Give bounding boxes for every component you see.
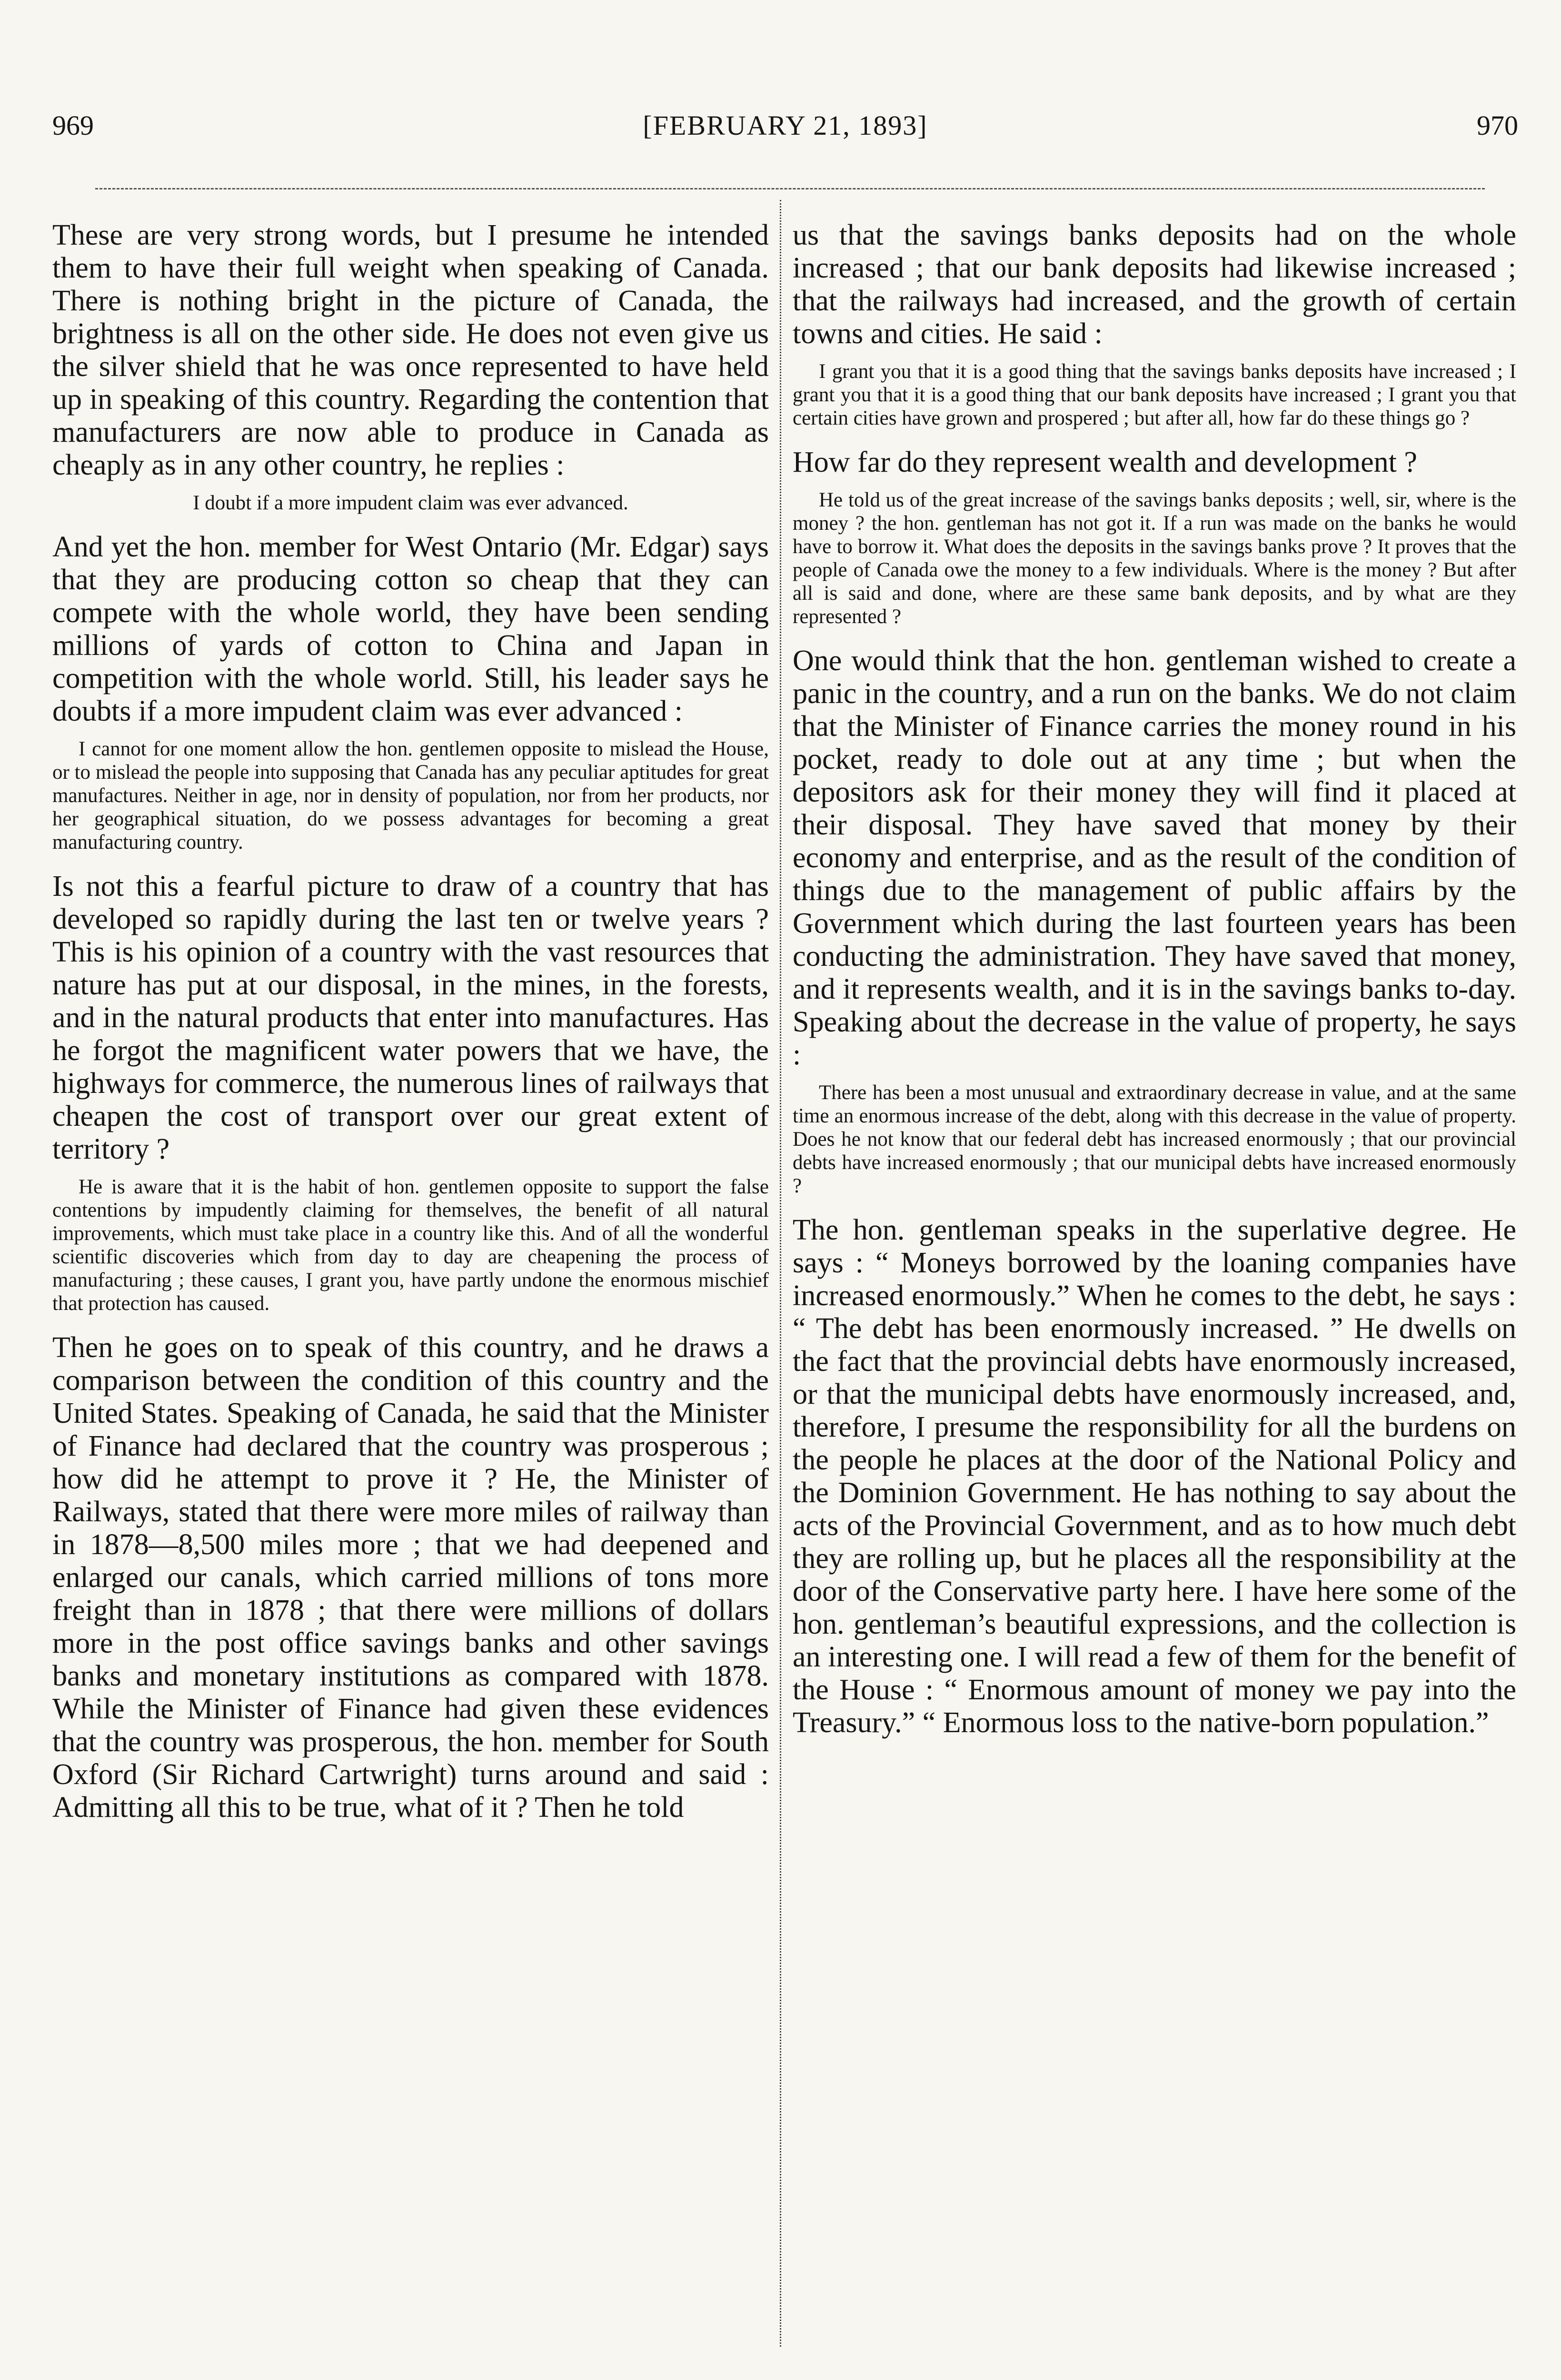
paragraph: The hon. gentleman speaks in the superlative degree. He says : “ Moneys borrowed by the loaning companies have increased enormously.” When he comes to the debt, he says : “ The debt has been enormously increased. ” He dwells on the fact that the provincial debts have enormously increased, or that the municipal debts have enormously increased, and, therefore, I presume the responsibility for all the burdens on the people he places at the door of the National Policy and the Dominion Government. He has nothing to say about the acts of the Provincial Government, and as to how much debt they are rolling up, but he places all the responsibility at the door of the Conservative party here. I have here some of the hon. gentleman’s beautiful expressions, and the collection is an interesting one. I will read a few of them for the benefit of the House : “ Enormous amount of money we pay into the Treasury.” “ Enormous loss to the native-born population.” [793, 1214, 1516, 1739]
block-quote: He is aware that it is the habit of hon. gentlemen opposite to support the false contentions by impudently claiming for themselves, the benefit of all natural improvements, which must take place in a country like this. And of all the wonderful scientific discoveries which from day to day are cheapening the process of manufacturing ; these causes, I grant you, have partly undone the enormous mischief that protection has caused. [52, 1176, 769, 1315]
paragraph: And yet the hon. member for West Ontario (Mr. Edgar) says that they are producing cotton so cheap that they can compete with the whole world, they have been sending millions of yards of cotton to China and Japan in competition with the whole world. Still, his leader says he doubts if a more impudent claim was ever advanced : [52, 531, 769, 727]
right-column [793, 219, 1516, 1749]
block-quote: He told us of the great increase of the savings banks deposits ; well, sir, where is the money ? the hon. gentleman has not got it. If a run was made on the banks he would have to borrow it. What does the deposits in the savings banks prove ? It proves that the people of Canada owe the money to a few individuals. Where is the money ? But after all is said and done, where are these same bank deposits, and by what are they represented ? [793, 489, 1516, 628]
paragraph: us that the savings banks deposits had on the whole increased ; that our bank deposits had likewise increased ; that the railways had increased, and the growth of certain towns and cities. He said : [793, 219, 1516, 350]
column-divider [780, 200, 781, 2347]
block-quote: I cannot for one moment allow the hon. gentlemen opposite to mislead the House, or to mislead the people into supposing that Canada has any peculiar aptitudes for great manufactures. Neither in age, nor in density of population, nor from her products, nor her geographical situation, do we possess advantages for becoming a great manufacturing country. [52, 738, 769, 853]
block-quote: I grant you that it is a good thing that the savings banks deposits have increased ; I grant you that it is a good thing that our bank deposits have increased ; I grant you that certain cities have grown and prospered ; but after all, how far do these things go ? [793, 360, 1516, 429]
block-quote: There has been a most unusual and extraordinary decrease in value, and at the same time an enormous increase of the debt, along with this decrease in the value of property. Does he not know that our federal debt has increased enormously ; that our provincial debts have increased enormously ; that our municipal debts have increased enormously ? [793, 1081, 1516, 1197]
block-quote: I doubt if a more impudent claim was ever advanced. [193, 492, 628, 514]
left-column [52, 219, 769, 1834]
paragraph: Then he goes on to speak of this country, and he draws a comparison between the condition of this country and the United States. Speaking of Canada, he said that the Minister of Finance had declared that the country was prosperous ; how did he attempt to prove it ? He, the Minister of Railways, stated that there were more miles of railway than in 1878—8,500 miles more ; that we had deepened and enlarged our canals, which carried millions of tons more freight than in 1878 ; that there were millions of dollars more in the post office savings banks and other savings banks and monetary institutions as compared with 1878. While the Minister of Finance had given these evidences that the country was prosperous, the hon. member for South Oxford (Sir Richard Cartwright) turns around and said : Admitting all this to be true, what of it ? Then he told [52, 1331, 769, 1824]
page-number-left: 969 [52, 110, 94, 141]
paragraph: These are very strong words, but I presume he intended them to have their full weight when speaking of Canada. There is nothing bright in the picture of Canada, the brightness is all on the other side. He does not even give us the silver shield that he was once represented to have held up in speaking of this country. Regarding the contention that manufacturers are now able to produce in Canada as cheaply as in any other country, he replies : [52, 219, 769, 481]
header-rule [95, 188, 1485, 189]
page-header [52, 109, 1518, 152]
page-number-right: 970 [1477, 110, 1518, 141]
paragraph: One would think that the hon. gentleman wished to create a panic in the country, and a run on the banks. We do not claim that the Minister of Finance carries the money round in his pocket, ready to dole out at any time ; but when the depositors ask for their money they will find it placed at their disposal. They have saved that money by their economy and enterprise, and as the result of the condition of things due to the management of public affairs by the Government which during the last fourteen years has been conducting the administration. They have saved that money, and it represents wealth, and it is in the savings banks to-day. Speaking about the decrease in the value of property, he says : [793, 645, 1516, 1071]
paragraph: How far do they represent wealth and development ? [793, 446, 1417, 478]
page-date: [FEBRUARY 21, 1893] [643, 110, 928, 141]
paragraph: Is not this a fearful picture to draw of a country that has developed so rapidly during the last ten or twelve years ? This is his opinion of a country with the vast resources that nature has put at our disposal, in the mines, in the forests, and in the natural products that enter into manufactures. Has he forgot the magnificent water powers that we have, the highways for commerce, the numerous lines of railways that cheapen the cost of transport over our great extent of territory ? [52, 870, 769, 1165]
